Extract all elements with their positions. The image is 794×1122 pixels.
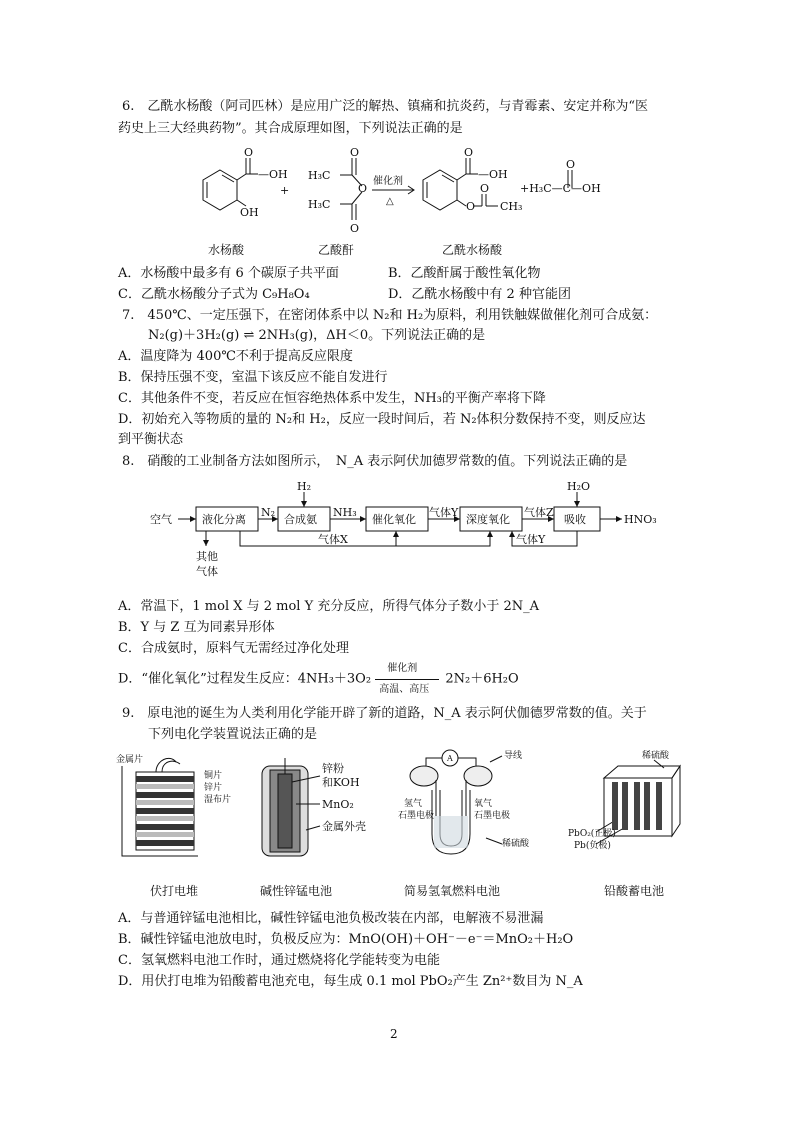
q8-option-b: B．Y 与 Z 互为同素异形体 — [118, 620, 275, 635]
q9-alkaline-battery-figure — [252, 752, 372, 860]
q7-option-c: C．其他条件不变，若反应在恒容绝热体系中发生，NH₃的平衡产率将下降 — [118, 391, 546, 406]
svg-text:O: O — [350, 146, 360, 159]
svg-text:氧气: 氧气 — [474, 799, 493, 809]
q8-stem: 8. 硝酸的工业制备方法如图所示， N_A 表示阿伏加德罗常数的值。下列说法正确的是 — [122, 454, 628, 469]
svg-text:其他: 其他 — [196, 550, 218, 563]
svg-text:锌粉: 锌粉 — [322, 762, 344, 775]
svg-text:氢气: 氢气 — [404, 799, 423, 809]
svg-text:O: O — [350, 222, 360, 235]
svg-text:湿布片: 湿布片 — [204, 795, 232, 805]
svg-text:导线: 导线 — [504, 751, 523, 761]
q6-byproduct: +H₃C—C—OH — [520, 182, 601, 195]
svg-text:O: O — [480, 182, 490, 195]
svg-text:气体Y: 气体Y — [516, 533, 546, 546]
svg-text:H₂: H₂ — [297, 480, 312, 493]
svg-text:O: O — [466, 200, 476, 213]
svg-text:CH₃: CH₃ — [500, 200, 523, 213]
svg-text:O: O — [464, 146, 474, 159]
q8-box-synth: 合成氨 — [284, 513, 317, 526]
svg-text:气体X: 气体X — [318, 533, 348, 546]
q8-option-a: A．常温下，1 mol X 与 2 mol Y 充分反应，所得气体分子数小于 2N_A — [118, 599, 539, 614]
svg-text:气体Y: 气体Y — [429, 506, 459, 519]
q7-option-d-line1: D．初始充入等物质的量的 N₂和 H₂，反应一段时间后，若 N₂体积分数保持不变，则反应达 — [118, 412, 646, 427]
svg-text:石墨电极: 石墨电极 — [474, 811, 511, 821]
svg-text:稀硫酸: 稀硫酸 — [502, 839, 530, 849]
q6-plus: + — [280, 184, 290, 197]
q7-stem-line1: 7. 450℃、一定压强下，在密闭体系中以 N₂和 H₂为原料，利用铁触媒做催化剂可合成氨： — [122, 308, 658, 323]
q7-option-b: B．保持压强不变，室温下该反应不能自发进行 — [118, 370, 388, 385]
svg-text:金属片: 金属片 — [116, 755, 144, 765]
svg-text:金属外壳: 金属外壳 — [322, 820, 366, 833]
svg-text:O: O — [244, 146, 254, 159]
q8-box-absorb: 吸收 — [564, 513, 586, 526]
svg-text:和KOH: 和KOH — [322, 776, 360, 789]
q9-option-a: A．与普通锌锰电池相比，碱性锌锰电池负极改装在内部，电解液不易泄漏 — [118, 911, 544, 926]
q9-caption-alkaline: 碱性锌锰电池 — [260, 884, 333, 898]
q8-option-c: C．合成氨时，原料气无需经过净化处理 — [118, 641, 349, 656]
q7-stem-line2: N₂(g)＋3H₂(g) ⇌ 2NH₃(g)，ΔH＜0。下列说法正确的是 — [148, 328, 486, 343]
q9-caption-lead-acid: 铅酸蓄电池 — [604, 884, 665, 898]
q9-caption-fuel-cell: 简易氢氧燃料电池 — [404, 884, 501, 898]
svg-text:铜片: 铜片 — [204, 771, 223, 781]
q8-hno3: HNO₃ — [624, 513, 657, 526]
q6-heat: △ — [386, 196, 394, 207]
q9-stem-line1: 9. 原电池的诞生为人类利用化学能开辟了新的道路，N_A 表示阿伏伽德罗常数的值。关于 — [122, 706, 647, 721]
q6-stem-line2: 药史上三大经典药物”。其合成原理如图，下列说法正确的是 — [118, 121, 463, 136]
q6-stem-line1: 6. 乙酰水杨酸（阿司匹林）是应用广泛的解热、镇痛和抗炎药，与青霉素、安定并称为“医 — [122, 99, 649, 114]
q9-stem-line2: 下列电化学装置说法正确的是 — [148, 727, 318, 742]
svg-text:PbO₂(正极): PbO₂(正极) — [568, 829, 616, 839]
q8-flow-diagram — [150, 480, 680, 590]
svg-text:MnO₂: MnO₂ — [322, 798, 354, 811]
svg-text:—OH: —OH — [478, 168, 508, 181]
svg-text:稀硫酸: 稀硫酸 — [642, 751, 670, 761]
q6-option-c: C．乙酰水杨酸分子式为 C₉H₈O₄ — [118, 287, 310, 302]
q6-label-aspirin: 乙酰水杨酸 — [442, 243, 503, 257]
q6-label-salicylic: 水杨酸 — [208, 243, 245, 257]
svg-text:O: O — [358, 182, 368, 195]
svg-text:O: O — [566, 158, 576, 171]
q9-fuel-cell-figure — [398, 746, 538, 864]
svg-text:石墨电极: 石墨电极 — [398, 811, 435, 821]
q6-option-b: B．乙酸酐属于酸性氧化物 — [388, 266, 541, 281]
svg-text:N₂: N₂ — [261, 506, 276, 519]
svg-text:气体: 气体 — [196, 565, 218, 578]
q9-option-d: D．用伏打电堆为铅酸蓄电池充电，每生成 0.1 mol PbO₂产生 Zn²⁺数目为 N_A — [118, 974, 583, 989]
svg-text:NH₃: NH₃ — [333, 506, 357, 519]
q8-air: 空气 — [150, 513, 172, 526]
q9-option-c: C．氢氧燃料电池工作时，通过燃烧将化学能转变为电能 — [118, 953, 440, 968]
q8-box-deepox: 深度氧化 — [466, 513, 510, 526]
q6-catalyst: 催化剂 — [373, 176, 403, 187]
q9-lead-acid-figure — [568, 748, 688, 860]
q9-ammeter: A — [447, 754, 453, 763]
q6-label-anhydride: 乙酸酐 — [318, 243, 355, 257]
svg-text:H₃C: H₃C — [308, 198, 331, 211]
svg-text:锌片: 锌片 — [204, 783, 223, 793]
svg-text:气体Z: 气体Z — [524, 506, 554, 519]
q7-option-d-line2: 到平衡状态 — [118, 432, 184, 447]
q8-box-catox: 催化氧化 — [372, 513, 416, 526]
q8-box-liquefy: 液化分离 — [202, 513, 246, 526]
svg-text:Pb(负极): Pb(负极) — [574, 841, 611, 851]
q6-cooh-oh: —OH — [258, 168, 288, 181]
svg-text:H₃C: H₃C — [308, 169, 331, 182]
q6-oh: OH — [240, 206, 259, 219]
q7-option-a: A．温度降为 400℃不利于提高反应限度 — [118, 349, 353, 364]
q8-option-d: D．“催化氧化”过程发生反应：4NH₃＋3O₂ 催化剂 高温、高压 2N₂＋6H₂O — [118, 663, 519, 695]
svg-text:H₂O: H₂O — [567, 480, 591, 493]
page-number: 2 — [390, 1027, 398, 1041]
q9-option-b: B．碱性锌锰电池放电时，负极反应为：MnO(OH)＋OH⁻－e⁻＝MnO₂＋H₂O — [118, 932, 574, 947]
q9-voltaic-pile-figure — [116, 752, 236, 860]
q9-caption-voltaic: 伏打电堆 — [150, 884, 199, 898]
q6-option-a: A．水杨酸中最多有 6 个碳原子共平面 — [118, 266, 339, 281]
q6-reaction-figure — [180, 140, 620, 262]
q6-option-d: D．乙酰水杨酸中有 2 种官能团 — [388, 287, 571, 302]
